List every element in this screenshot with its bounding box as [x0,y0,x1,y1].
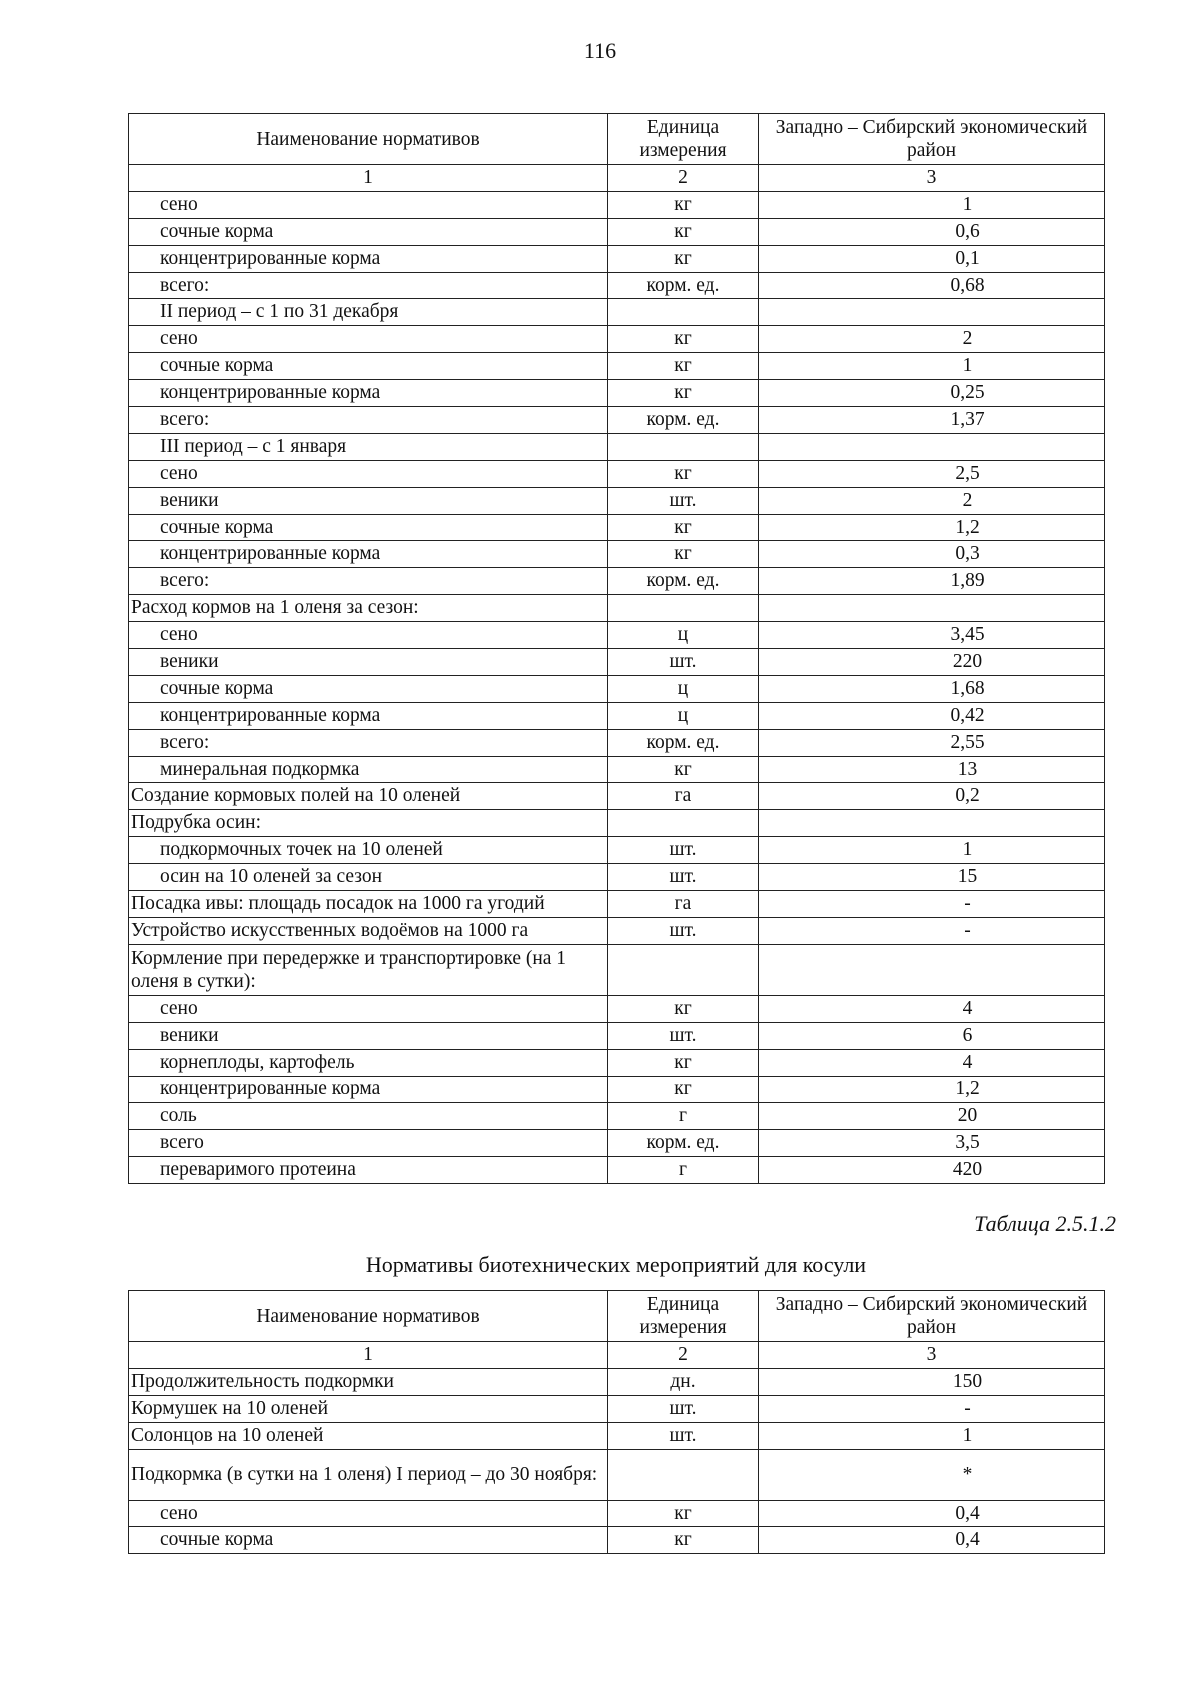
norm-unit: корм. ед. [608,1130,759,1157]
norm-value [759,595,1105,622]
table-row [129,272,1105,299]
norm-unit: шт. [608,1395,759,1422]
norm-value: 1,37 [759,407,1105,434]
norm-unit: г [608,1103,759,1130]
table-row [129,568,1105,595]
norm-unit: шт. [608,837,759,864]
norm-value: 2,5 [759,460,1105,487]
norm-unit: кг [608,460,759,487]
norm-value: 0,2 [759,783,1105,810]
table-row [129,326,1105,353]
norm-unit: кг [608,756,759,783]
norms-table-roe-deer [128,1290,1105,1554]
table-row [129,1395,1105,1422]
norm-name: осин на 10 оленей за сезон [129,864,608,891]
norm-unit [608,433,759,460]
norm-value: - [759,891,1105,918]
norm-name: сочные корма [129,514,608,541]
norm-name: всего: [129,407,608,434]
norm-name: Подкормка (в сутки на 1 оленя) I период – до 30 ноября: [129,1449,608,1500]
norm-value [759,433,1105,460]
norm-value [759,299,1105,326]
table-row [129,944,1105,995]
table-row [129,1103,1105,1130]
norm-name: всего: [129,272,608,299]
norm-unit: корм. ед. [608,407,759,434]
table-row [129,1022,1105,1049]
norm-unit: кг [608,380,759,407]
norm-value: 0,4 [759,1527,1105,1554]
table-row [129,541,1105,568]
norm-name: всего: [129,729,608,756]
norm-unit: г [608,1157,759,1184]
norm-name: сено [129,622,608,649]
norm-unit: кг [608,245,759,272]
table-row [129,864,1105,891]
norm-unit: кг [608,1527,759,1554]
norm-name: Создание кормовых полей на 10 оленей [129,783,608,810]
norm-name: Подрубка осин: [129,810,608,837]
table-row [129,514,1105,541]
table-row [129,460,1105,487]
table-row [129,783,1105,810]
norm-unit: кг [608,218,759,245]
norm-name: III период – с 1 января [129,433,608,460]
table-row [129,1049,1105,1076]
column-number: 1 [129,165,608,192]
norm-name: соль [129,1103,608,1130]
norm-name: концентрированные корма [129,541,608,568]
norm-value [759,944,1105,995]
table-row [129,1449,1105,1500]
table-row [129,595,1105,622]
norm-value: 0,42 [759,702,1105,729]
column-number: 2 [608,165,759,192]
norm-name: сочные корма [129,1527,608,1554]
norm-unit: кг [608,326,759,353]
norm-unit: кг [608,1049,759,1076]
norm-value: 0,6 [759,218,1105,245]
norm-name: концентрированные корма [129,380,608,407]
norm-value: 1,89 [759,568,1105,595]
norm-value: 1 [759,1422,1105,1449]
norm-value: 220 [759,649,1105,676]
norm-value [759,810,1105,837]
table-row [129,218,1105,245]
norm-unit: га [608,891,759,918]
table-title: Нормативы биотехнических мероприятий для косули [365,1252,867,1277]
norm-value: 20 [759,1103,1105,1130]
norm-value: * [759,1449,1105,1500]
header-row [129,1291,1105,1342]
header-unit: Единица измерения [608,114,759,165]
norms-table-deer [128,113,1105,1184]
table-row [129,1368,1105,1395]
norm-name: Солонцов на 10 оленей [129,1422,608,1449]
table-row [129,1422,1105,1449]
norm-value: 420 [759,1157,1105,1184]
norm-name: всего [129,1130,608,1157]
norm-name: концентрированные корма [129,245,608,272]
table-row [129,995,1105,1022]
table-row [129,649,1105,676]
norm-name: Посадка ивы: площадь посадок на 1000 га угодий [129,891,608,918]
table-row [129,729,1105,756]
norm-name: Расход кормов на 1 оленя за сезон: [129,595,608,622]
header-region: Западно – Сибирский экономический район [759,114,1105,165]
norm-name: сено [129,191,608,218]
norm-value: 15 [759,864,1105,891]
header-unit: Единица измерения [608,1291,759,1342]
column-number: 1 [129,1342,608,1369]
norm-unit [608,810,759,837]
norm-unit: шт. [608,1022,759,1049]
table-row [129,487,1105,514]
norm-unit: дн. [608,1368,759,1395]
norm-value: - [759,917,1105,944]
table-row [129,353,1105,380]
table-row [129,756,1105,783]
norm-value: 150 [759,1368,1105,1395]
norm-unit: кг [608,1500,759,1527]
norm-unit: шт. [608,649,759,676]
norm-name: концентрированные корма [129,1076,608,1103]
norm-unit [608,1449,759,1500]
norm-name: сено [129,460,608,487]
header-row [129,114,1105,165]
norm-name: сочные корма [129,353,608,380]
norm-unit: корм. ед. [608,568,759,595]
norm-name: сено [129,1500,608,1527]
norm-unit: кг [608,514,759,541]
norm-value: 4 [759,1049,1105,1076]
norm-name: подкормочных точек на 10 оленей [129,837,608,864]
header-name: Наименование нормативов [129,1291,608,1342]
norm-unit: ц [608,702,759,729]
norm-unit: шт. [608,487,759,514]
table-row [129,407,1105,434]
table-label: Таблица 2.5.1.2 [974,1211,1116,1236]
norm-unit: га [608,783,759,810]
page-number: 116 [583,38,617,63]
norm-name: минеральная подкормка [129,756,608,783]
norm-value: 3,45 [759,622,1105,649]
table-row [129,299,1105,326]
norm-unit: корм. ед. [608,729,759,756]
norm-unit: шт. [608,864,759,891]
column-number: 2 [608,1342,759,1369]
norm-name: переваримого протеина [129,1157,608,1184]
column-number-row [129,165,1105,192]
norm-unit [608,944,759,995]
norm-value: 1 [759,353,1105,380]
table-row [129,1500,1105,1527]
norm-unit: шт. [608,1422,759,1449]
norm-unit [608,299,759,326]
norm-value: 1,2 [759,1076,1105,1103]
norm-unit: шт. [608,917,759,944]
header-name: Наименование нормативов [129,114,608,165]
norm-name: Устройство искусственных водоёмов на 1000 га [129,917,608,944]
norm-name: сено [129,326,608,353]
norm-value: 3,5 [759,1130,1105,1157]
norm-unit: ц [608,675,759,702]
norm-value: 0,68 [759,272,1105,299]
table-row [129,1076,1105,1103]
norm-name: веники [129,1022,608,1049]
norm-unit: кг [608,353,759,380]
norm-unit: кг [608,995,759,1022]
norm-unit: ц [608,622,759,649]
table-row [129,1130,1105,1157]
norm-name: сочные корма [129,675,608,702]
table-row [129,810,1105,837]
norm-name: Кормушек на 10 оленей [129,1395,608,1422]
norm-value: 4 [759,995,1105,1022]
norm-value: 0,25 [759,380,1105,407]
table-row [129,675,1105,702]
table-row [129,380,1105,407]
norm-unit: кг [608,541,759,568]
table-row [129,191,1105,218]
table-row [129,837,1105,864]
norm-value: - [759,1395,1105,1422]
norm-name: корнеплоды, картофель [129,1049,608,1076]
norm-value: 1,2 [759,514,1105,541]
table-row [129,1527,1105,1554]
norm-name: Продолжительность подкормки [129,1368,608,1395]
table-row [129,245,1105,272]
table-row [129,917,1105,944]
norm-name: сочные корма [129,218,608,245]
norm-unit: кг [608,1076,759,1103]
column-number: 3 [759,1342,1105,1369]
norm-value: 13 [759,756,1105,783]
norm-value: 0,4 [759,1500,1105,1527]
norm-name: веники [129,487,608,514]
norm-value: 1,68 [759,675,1105,702]
norm-unit: корм. ед. [608,272,759,299]
norm-value: 1 [759,191,1105,218]
table-row [129,1157,1105,1184]
norm-value: 6 [759,1022,1105,1049]
norm-value: 0,1 [759,245,1105,272]
norm-name: всего: [129,568,608,595]
table-row [129,622,1105,649]
norm-name: сено [129,995,608,1022]
column-number: 3 [759,165,1105,192]
table-row [129,702,1105,729]
norm-value: 0,3 [759,541,1105,568]
norm-value: 2,55 [759,729,1105,756]
table-row [129,433,1105,460]
header-region: Западно – Сибирский экономический район [759,1291,1105,1342]
norm-name: Кормление при передержке и транспортировке (на 1 оленя в сутки): [129,944,608,995]
norm-unit [608,595,759,622]
norm-value: 1 [759,837,1105,864]
norm-name: веники [129,649,608,676]
norm-value: 2 [759,487,1105,514]
norm-name: II период – с 1 по 31 декабря [129,299,608,326]
column-number-row [129,1342,1105,1369]
norm-name: концентрированные корма [129,702,608,729]
table-row [129,891,1105,918]
norm-unit: кг [608,191,759,218]
norm-value: 2 [759,326,1105,353]
